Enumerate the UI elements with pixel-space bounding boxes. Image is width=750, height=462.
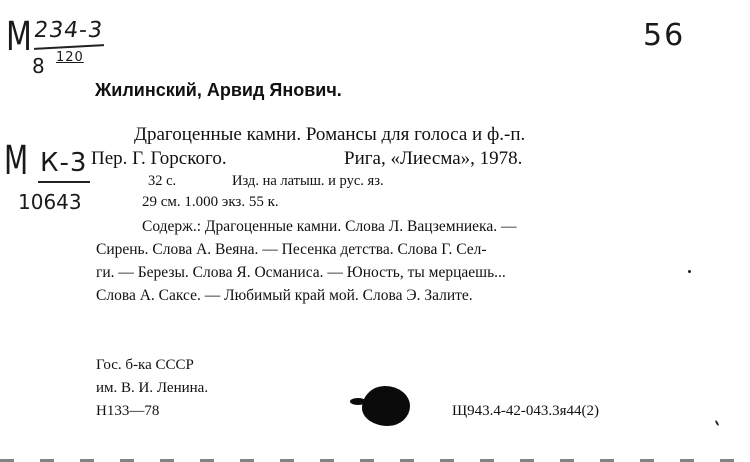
handwritten-underline-2 [38, 181, 90, 183]
contents-line: Слова А. Саксе. — Любимый край мой. Слова Э. Залите. [96, 287, 473, 304]
author-heading: Жилинский, Арвид Янович. [95, 80, 342, 100]
ink-blot [362, 386, 410, 426]
handwritten-underline-1 [34, 44, 104, 50]
handwritten-location-prefix-2: М [4, 138, 29, 184]
handwritten-call-number-1: 234-3 [32, 18, 105, 43]
size-print-price: 29 см. 1.000 экз. 55 к. [142, 194, 279, 210]
classification-mark: Щ943.4-42-043.3я44(2) [452, 403, 600, 419]
handwritten-call-number-2: К-3 [40, 148, 88, 178]
title-line-1: Драгоценные камни. Романсы для голоса и ф.-п. [134, 124, 526, 145]
publication-info: Рига, «Лиесма», 1978. [344, 148, 523, 169]
contents-line: Сирень. Слова А. Веяна. — Песенка детства. Слова Г. Сел- [96, 241, 487, 258]
contents-line: ги. — Березы. Слова Я. Османиса. — Юность, ты мерцаешь... [96, 264, 506, 281]
handwritten-shelf-1: 8 [32, 54, 46, 78]
contents-line: Содерж.: Драгоценные камни. Слова Л. Вацземниека. — [142, 218, 517, 235]
handwritten-shelf-1-sup: 120 [56, 50, 84, 65]
ink-speck [688, 270, 691, 273]
library-name-line-2: им. В. И. Ленина. [96, 380, 209, 396]
page-count: 32 с. [148, 173, 177, 189]
handwritten-inventory-number: 10643 [18, 190, 82, 214]
handwritten-page-number: 56 [643, 18, 686, 53]
ink-speck [715, 420, 720, 426]
title-line-2: Пер. Г. Горского. [91, 148, 227, 169]
handwritten-location-prefix-1: М [6, 14, 33, 60]
card-number: Н133—78 [96, 403, 160, 419]
language-note: Изд. на латыш. и рус. яз. [232, 173, 384, 189]
library-name-line-1: Гос. б-ка СССР [96, 357, 194, 373]
